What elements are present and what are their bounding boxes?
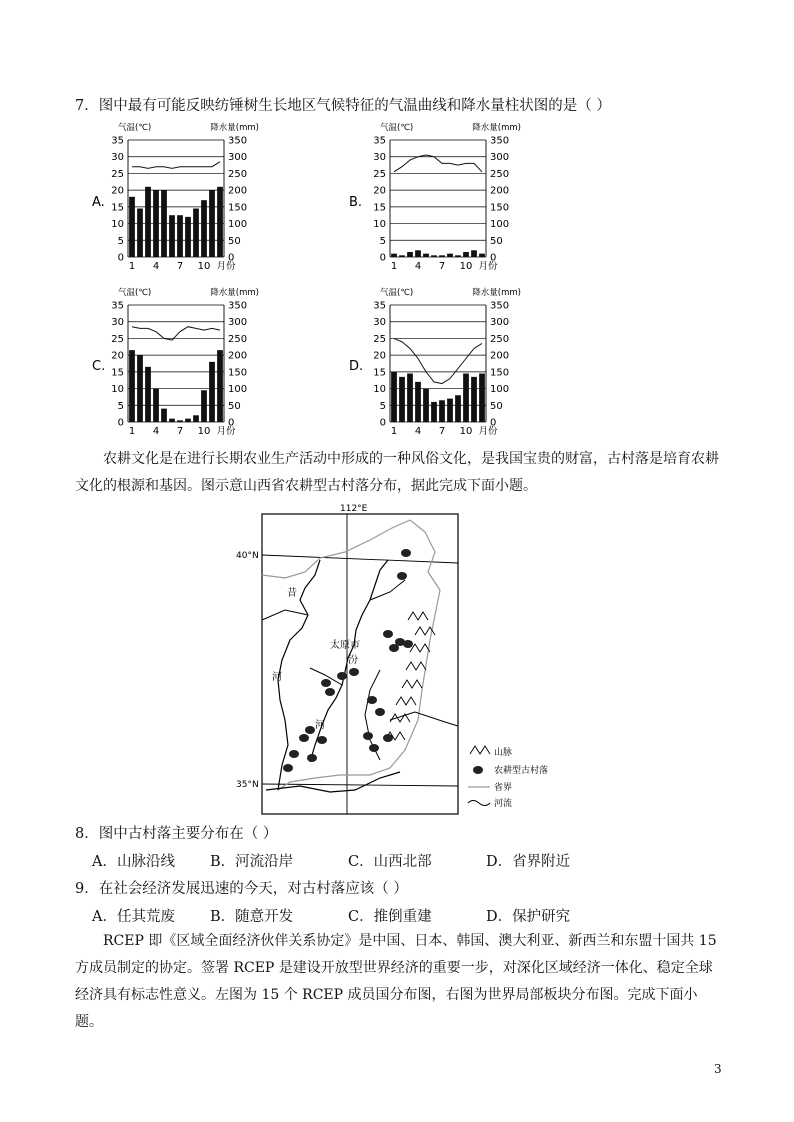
precip-bar-2-2 xyxy=(137,355,143,422)
precip-bar-1-11 xyxy=(471,250,477,257)
precip-bar-2-12 xyxy=(217,350,223,422)
left-tick-1-3: 15 xyxy=(373,202,386,214)
right-tick-3-1: 50 xyxy=(490,400,503,412)
right-tick-2-2: 100 xyxy=(228,384,248,396)
precip-bar-0-7 xyxy=(177,215,183,257)
river-char-3: 河 xyxy=(272,672,282,683)
longitude-label: 112°E xyxy=(340,504,368,514)
left-tick-2-1: 5 xyxy=(117,400,124,412)
left-tick-0-1: 5 xyxy=(117,235,124,247)
precip-bar-1-9 xyxy=(455,255,461,257)
x-tick-3-3: 10 xyxy=(459,426,473,437)
question-9-stem: 9．在社会经济发展迅速的今天，对古村落应该（ ） xyxy=(75,881,408,897)
right-tick-2-4: 200 xyxy=(228,350,248,362)
legend-mountain-label: 山脉 xyxy=(494,748,513,758)
question-7-stem: 7．图中最有可能反映纺锤树生长地区气候特征的气温曲线和降水量柱状图的是（ ） xyxy=(75,98,611,114)
left-tick-0-2: 10 xyxy=(111,219,124,231)
precip-bar-3-12 xyxy=(479,374,485,422)
precip-bar-0-4 xyxy=(153,190,159,257)
right-tick-1-2: 100 xyxy=(490,219,510,231)
legend-village-label: 农耕型古村落 xyxy=(494,766,549,776)
right-tick-0-6: 300 xyxy=(228,152,248,164)
precip-bar-0-1 xyxy=(129,197,135,257)
axis-right-title-3: 降水量(mm) xyxy=(472,288,521,298)
chart-label-1: B. xyxy=(349,195,363,210)
precip-bar-0-9 xyxy=(193,209,199,257)
left-tick-1-2: 10 xyxy=(373,219,386,231)
precip-bar-3-1 xyxy=(391,372,397,422)
precip-bar-0-6 xyxy=(169,215,175,257)
axis-right-title-1: 降水量(mm) xyxy=(472,123,521,133)
right-tick-1-1: 50 xyxy=(490,235,503,247)
axis-left-title-2: 气温(℃) xyxy=(118,288,152,298)
axis-left-title-0: 气温(℃) xyxy=(118,123,152,133)
legend-mountain-icon xyxy=(470,746,490,754)
right-tick-3-6: 300 xyxy=(490,317,510,329)
x-unit-2: 月份 xyxy=(216,426,236,437)
parallel-35 xyxy=(262,784,458,786)
x-tick-0-2: 7 xyxy=(176,261,184,272)
x-tick-2-3: 10 xyxy=(197,426,211,437)
intro-paragraph-farming: 农耕文化是在进行长期农业生产活动中形成的一种风俗文化，是我国宝贵的财富，古村落是培育农耕文化的根源和基因。图示意山西省农耕型古村落分布，据此完成下面小题。 xyxy=(75,451,719,494)
river-south xyxy=(266,772,400,792)
x-tick-1-0: 1 xyxy=(390,261,398,272)
intro-paragraph-rcep: RCEP 即《区域全面经济伙伴关系协定》是中国、日本、韩国、澳大利亚、新西兰和东盟十国共 15 方成员制定的协定。签署 RCEP 是建设开放型世界经济的重要一步，对深化区域经济一体化、稳定全球经济具有标志性意义。左图为 15 个 RCEP 成员国分布图，右图为世界局部板块分布图。完成下面小题。 xyxy=(75,933,717,1030)
precip-bar-0-5 xyxy=(161,190,167,257)
right-tick-2-5: 250 xyxy=(228,333,248,345)
precip-bar-2-6 xyxy=(169,419,175,422)
legend-river-label: 河流 xyxy=(494,799,513,809)
axis-right-title-2: 降水量(mm) xyxy=(210,288,259,298)
left-tick-1-7: 35 xyxy=(373,135,386,147)
city-label-taiyuan: 太原市 xyxy=(330,640,360,651)
question-8-stem: 8．图中古村落主要分布在（ ） xyxy=(75,826,278,842)
right-tick-3-5: 250 xyxy=(490,333,510,345)
right-tick-0-4: 200 xyxy=(228,185,248,197)
x-tick-3-2: 7 xyxy=(438,426,446,437)
left-tick-0-6: 30 xyxy=(111,152,124,164)
right-tick-2-3: 150 xyxy=(228,367,248,379)
right-tick-0-2: 100 xyxy=(228,219,248,231)
precip-bar-3-5 xyxy=(423,389,429,422)
q9-option-a[interactable]: A．任其荒废 xyxy=(92,909,175,925)
q8-option-c[interactable]: C．山西北部 xyxy=(348,854,432,870)
precip-bar-2-10 xyxy=(201,390,207,422)
precip-bar-2-3 xyxy=(145,367,151,422)
x-tick-3-1: 4 xyxy=(414,426,422,437)
left-tick-1-4: 20 xyxy=(373,185,386,197)
x-tick-0-3: 10 xyxy=(197,261,211,272)
temp-line-0 xyxy=(132,162,220,169)
precip-bar-2-9 xyxy=(193,415,199,422)
right-tick-3-0: 0 xyxy=(490,417,497,429)
left-tick-3-4: 20 xyxy=(373,350,386,362)
precip-bar-0-11 xyxy=(209,190,215,257)
precip-bar-3-9 xyxy=(455,395,461,422)
right-tick-0-0: 0 xyxy=(228,252,235,264)
left-tick-3-3: 15 xyxy=(373,367,386,379)
x-tick-2-2: 7 xyxy=(176,426,184,437)
precip-bar-3-4 xyxy=(415,382,421,422)
left-tick-3-2: 10 xyxy=(373,384,386,396)
precip-bar-1-3 xyxy=(407,252,413,257)
precip-bar-1-5 xyxy=(423,254,429,257)
precip-bar-2-5 xyxy=(161,409,167,422)
right-tick-1-5: 250 xyxy=(490,168,510,180)
right-tick-3-3: 150 xyxy=(490,367,510,379)
shanxi-village-map xyxy=(230,500,570,820)
precip-bar-3-8 xyxy=(447,399,453,422)
parallel-40 xyxy=(262,555,458,563)
left-tick-1-5: 25 xyxy=(373,168,386,180)
right-tick-1-6: 300 xyxy=(490,152,510,164)
precip-bar-3-10 xyxy=(463,374,469,422)
precip-bar-1-1 xyxy=(391,254,397,257)
precip-bar-0-10 xyxy=(201,200,207,257)
q9-option-d[interactable]: D．保护研究 xyxy=(486,909,571,925)
chart-label-0: A. xyxy=(92,195,105,210)
precip-bar-2-1 xyxy=(129,350,135,422)
left-tick-2-4: 20 xyxy=(111,350,124,362)
q9-option-c[interactable]: C．推倒重建 xyxy=(348,909,432,925)
left-tick-1-6: 30 xyxy=(373,152,386,164)
legend-village-icon xyxy=(473,766,483,774)
river-char-1: 昔 xyxy=(287,588,297,599)
right-tick-2-7: 350 xyxy=(228,300,248,312)
precip-bar-3-2 xyxy=(399,377,405,422)
left-tick-3-1: 5 xyxy=(379,400,386,412)
province-boundary-north xyxy=(262,520,410,578)
left-tick-1-1: 5 xyxy=(379,235,386,247)
x-tick-2-1: 4 xyxy=(152,426,160,437)
precip-bar-2-11 xyxy=(209,362,215,422)
right-tick-0-7: 350 xyxy=(228,135,248,147)
q9-option-b[interactable]: B．随意开发 xyxy=(210,909,294,925)
precip-bar-0-2 xyxy=(137,209,143,257)
left-tick-1-0: 0 xyxy=(379,252,386,264)
precip-bar-0-3 xyxy=(145,187,151,257)
precip-bar-2-7 xyxy=(177,420,183,422)
precip-bar-1-12 xyxy=(479,254,485,257)
river-tributary-1 xyxy=(262,610,308,620)
chart-label-3: D. xyxy=(349,359,364,374)
right-tick-0-3: 150 xyxy=(228,202,248,214)
left-tick-3-5: 25 xyxy=(373,333,386,345)
climate-charts xyxy=(0,0,794,450)
left-tick-2-5: 25 xyxy=(111,333,124,345)
left-tick-3-0: 0 xyxy=(379,417,386,429)
precip-bar-3-3 xyxy=(407,374,413,422)
right-tick-1-4: 200 xyxy=(490,185,510,197)
precip-bar-3-6 xyxy=(431,402,437,422)
left-tick-2-6: 30 xyxy=(111,317,124,329)
precip-bar-1-10 xyxy=(463,252,469,257)
x-unit-3: 月份 xyxy=(478,426,498,437)
river-char-2: 汾 xyxy=(348,655,358,666)
left-tick-0-4: 20 xyxy=(111,185,124,197)
province-boundary xyxy=(278,520,440,790)
right-tick-3-2: 100 xyxy=(490,384,510,396)
latitude-top-label: 40°N xyxy=(236,551,259,561)
x-tick-0-1: 4 xyxy=(152,261,160,272)
temp-line-1 xyxy=(394,155,482,172)
precip-bar-1-7 xyxy=(439,255,445,257)
river-tributary-4 xyxy=(390,712,458,726)
precip-bar-3-11 xyxy=(471,377,477,422)
right-tick-0-1: 50 xyxy=(228,235,241,247)
precip-bar-1-2 xyxy=(399,255,405,257)
x-tick-1-2: 7 xyxy=(438,261,446,272)
right-tick-3-7: 350 xyxy=(490,300,510,312)
right-tick-0-5: 250 xyxy=(228,168,248,180)
precip-bar-0-8 xyxy=(185,217,191,257)
left-tick-0-7: 35 xyxy=(111,135,124,147)
left-tick-0-5: 25 xyxy=(111,168,124,180)
right-tick-2-1: 50 xyxy=(228,400,241,412)
left-tick-2-3: 15 xyxy=(111,367,124,379)
left-tick-0-0: 0 xyxy=(117,252,124,264)
x-unit-0: 月份 xyxy=(216,261,236,272)
right-tick-1-0: 0 xyxy=(490,252,497,264)
precip-bar-2-8 xyxy=(185,419,191,422)
q8-option-b[interactable]: B．河流沿岸 xyxy=(210,854,294,870)
x-unit-1: 月份 xyxy=(478,261,498,272)
axis-left-title-3: 气温(℃) xyxy=(380,288,414,298)
left-tick-2-7: 35 xyxy=(111,300,124,312)
left-tick-0-3: 15 xyxy=(111,202,124,214)
right-tick-2-6: 300 xyxy=(228,317,248,329)
right-tick-1-3: 150 xyxy=(490,202,510,214)
x-tick-0-0: 1 xyxy=(128,261,136,272)
left-tick-2-2: 10 xyxy=(111,384,124,396)
mountain-symbols xyxy=(385,612,435,740)
chart-label-2: C. xyxy=(92,359,106,374)
q8-option-a[interactable]: A．山脉沿线 xyxy=(92,854,175,870)
precip-bar-1-8 xyxy=(447,254,453,257)
precip-bar-1-6 xyxy=(431,255,437,257)
precip-bar-0-12 xyxy=(217,187,223,257)
legend-boundary-label: 省界 xyxy=(494,783,513,793)
right-tick-3-4: 200 xyxy=(490,350,510,362)
x-tick-2-0: 1 xyxy=(128,426,136,437)
axis-right-title-0: 降水量(mm) xyxy=(210,123,259,133)
page-number: 3 xyxy=(714,1062,722,1076)
x-tick-1-1: 4 xyxy=(414,261,422,272)
precip-bar-2-4 xyxy=(153,389,159,422)
x-tick-1-3: 10 xyxy=(459,261,473,272)
right-tick-2-0: 0 xyxy=(228,417,235,429)
left-tick-3-7: 35 xyxy=(373,300,386,312)
axis-left-title-1: 气温(℃) xyxy=(380,123,414,133)
q8-option-d[interactable]: D．省界附近 xyxy=(486,854,571,870)
map-legend xyxy=(468,746,548,809)
precip-bar-1-4 xyxy=(415,250,421,257)
left-tick-2-0: 0 xyxy=(117,417,124,429)
right-tick-1-7: 350 xyxy=(490,135,510,147)
left-tick-3-6: 30 xyxy=(373,317,386,329)
river-char-4: 河 xyxy=(315,720,325,731)
latitude-bottom-label: 35°N xyxy=(236,780,259,790)
legend-river-icon xyxy=(468,801,490,806)
x-tick-3-0: 1 xyxy=(390,426,398,437)
precip-bar-3-7 xyxy=(439,400,445,422)
